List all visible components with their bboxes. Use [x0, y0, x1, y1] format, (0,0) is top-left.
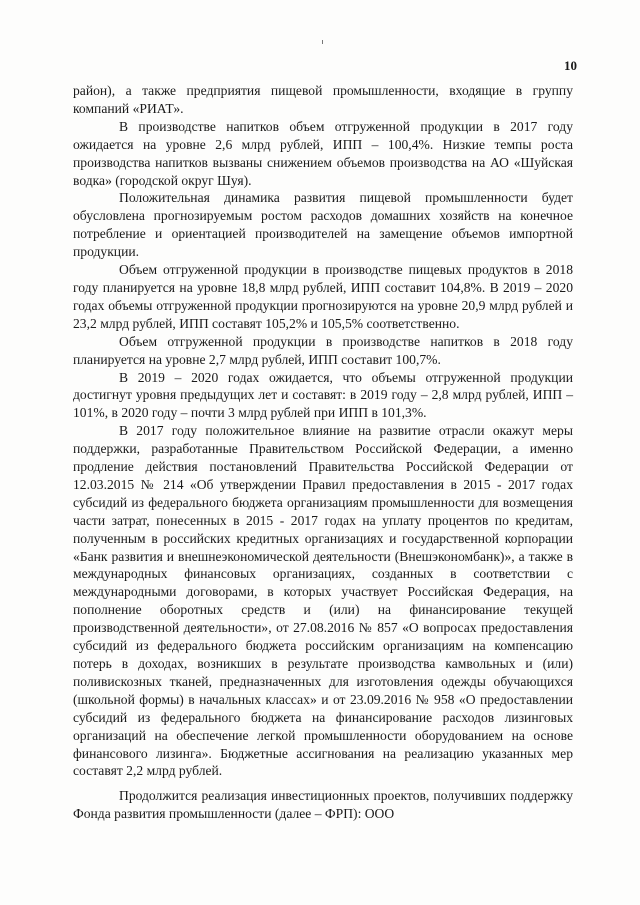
- paragraph-beverages-2018: Объем отгруженной продукции в производстве напитков в 2018 году планируется на уровне 2,7 млрд рублей, ИПП составит 100,7%.: [73, 333, 573, 367]
- paragraph-food-forecast: Объем отгруженной продукции в производстве пищевых продуктов в 2018 году планируется на уровне 18,8 млрд рублей, ИПП составит 104,8%. В 2019 – 2020 годах объемы отгруженной продукции прогнозируются на уровне 20,9 млрд рублей и 23,2 млрд рублей, ИПП составят 105,2% и 105,5% соответственно.: [73, 262, 573, 331]
- page-number: 10: [564, 58, 577, 73]
- scan-mark: [322, 40, 323, 44]
- paragraph-positive-dynamics: Положительная динамика развития пищевой промышленности будет обусловлена прогнозируемым ростом расходов домашних хозяйств на конечное потребление и ориентацией производителей на замещение объемов импортной продукции.: [73, 190, 573, 260]
- paragraph-frp-projects: Продолжится реализация инвестиционных проектов, получивших поддержку Фонда развития промышленности (далее – ФРП): ООО: [73, 788, 573, 822]
- paragraph-beverages-2017: В производстве напитков объем отгруженной продукции в 2017 году ожидается на уровне 2,6 млрд рублей, ИПП – 100,4%. Низкие темпы роста производства напитков вызваны снижением объемов производства на АО «Шуйская водка» (городской округ Шуя).: [73, 118, 573, 188]
- paragraph-riat-continuation: район), а также предприятия пищевой промышленности, входящие в группу компаний «РИАТ».: [73, 83, 573, 116]
- body-text: [73, 82, 573, 823]
- paragraph-beverages-2019-2020: В 2019 – 2020 годах ожидается, что объемы отгруженной продукции достигнут уровня предыдущих лет и составят: в 2019 году – 2,8 млрд рублей, ИПП – 101%, в 2020 году – почти 3 млрд рублей при ИПП в 101,3%.: [73, 369, 573, 421]
- paragraph-government-support: В 2017 году положительное влияние на развитие отрасли окажут меры поддержки, разработанные Правительством Российской Федерации, а именно продление действия постановлений Правительства Российской Федерации от 12.03.2015 № 214 «Об утверждении Правил предоставления в 2015 - 2017 годах субсидий из федерального бюджета организациям промышленности для возмещения части затрат, понесенных в 2015 - 2017 годах на уплату процентов по кредитам, полученным в российских кредитных организациях и государственной корпорации «Банк развития и внешнеэкономической деятельности (Внешэкономбанк)», а также в международных финансовых организациях, созданных в соответствии с международными договорами, в которых участвует Российская Федерация, на пополнение оборотных средств и (или) на финансирование текущей производственной деятельности», от 27.08.2016 № 857 «О вопросах предоставления субсидий из федерального бюджета российским организациям на компенсацию потерь в доходах, возникших в результате производства камвольных и (или) поливискозных тканей, предназначенных для изготовления одежды обучающихся (школьной формы) в начальных классах» и от 23.09.2016 № 958 «О предоставлении субсидий из федерального бюджета на финансирование расходов лизинговых организаций на обеспечение легкой промышленности оборудованием на основе финансового лизинга». Бюджетные ассигнования на реализацию указанных мер составят 2,2 млрд рублей.: [73, 423, 573, 779]
